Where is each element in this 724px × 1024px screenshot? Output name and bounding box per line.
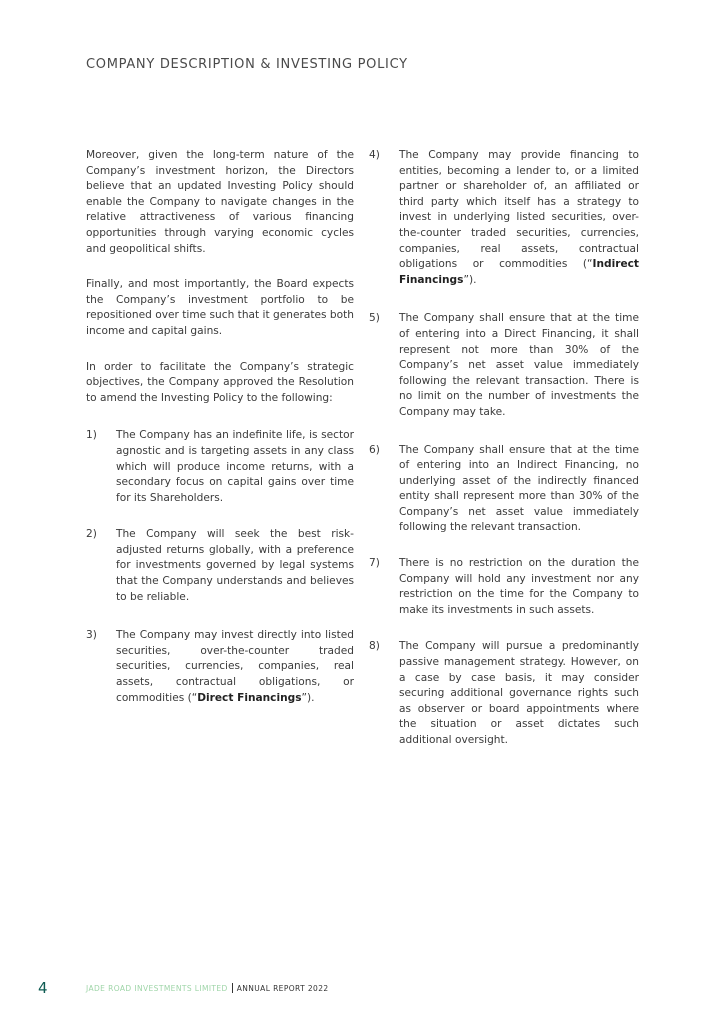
- policy-item-3: [86, 628, 354, 706]
- item-number: 5): [369, 312, 380, 325]
- item-text: The Company shall ensure that at the time of entering into an Indirect Financing, no underlying asset of the indirectly financed entity shall represent more than 30% of the Company’s net asset value immediately following the relevant transaction.: [399, 443, 639, 534]
- policy-item-4: [369, 148, 639, 288]
- policy-item-8: [369, 639, 639, 748]
- item-number: 1): [86, 429, 97, 442]
- item-text: The Company has an indefinite life, is sector agnostic and is targeting assets in any class which will produce income returns, with a secondary focus on capital gains over time for its Shareholders.: [116, 429, 354, 504]
- item-text: There is no restriction on the duration the Company will hold any investment nor any restriction on the time for the Company to make its investments in such assets.: [399, 557, 639, 616]
- item-text: [116, 628, 354, 706]
- policy-item-6: [369, 443, 639, 537]
- paragraph: Finally, and most importantly, the Board expects the Company’s investment portfolio to be repositioned over time such that it generates both income and capital gains.: [86, 278, 354, 337]
- footer-divider: [232, 983, 233, 993]
- right-column: [369, 148, 639, 768]
- left-column: [86, 148, 354, 725]
- policy-item-2: [86, 527, 354, 605]
- company-name: JADE ROAD INVESTMENTS LIMITED: [86, 983, 228, 993]
- item-text: The Company will seek the best risk-adjusted returns globally, with a preference for investments governed by legal systems that the Company understands and believes to be reliable.: [116, 528, 354, 603]
- item-number: 4): [369, 149, 380, 161]
- paragraph: Moreover, given the long-term nature of the Company’s investment horizon, the Directors believe that an updated Investing Policy should enable the Company to navigate changes in the relative attractiveness of various financing opportunities through varying economic cycles and geopolitical shifts.: [86, 149, 354, 255]
- item-number: 8): [369, 640, 380, 653]
- defined-term: Direct Financings: [197, 691, 302, 704]
- policy-item-7: [369, 556, 639, 618]
- policy-item-5: [369, 311, 639, 420]
- item-text-start: The Company may invest directly into listed securities, over-the-counter traded securities, currencies, companies, real assets, contractual obligations, or commodities (“: [116, 629, 354, 704]
- item-number: 7): [369, 557, 380, 570]
- item-number: 2): [86, 528, 97, 541]
- page-number: 4: [38, 979, 48, 997]
- report-title: ANNUAL REPORT 2022: [236, 983, 329, 993]
- paragraph: In order to facilitate the Company’s strategic objectives, the Company approved the Resolution to amend the Investing Policy to the following:: [86, 360, 354, 404]
- item-text-start: The Company may provide financing to entities, becoming a lender to, or a limited partner or shareholder of, an affiliated or third party which itself has a strategy to invest in underlying listed securities, over-the-counter traded securities, currencies, companies, real assets, contractual obligations or commodities (“: [399, 149, 639, 271]
- item-number: 6): [369, 443, 380, 456]
- page-footer: [38, 978, 329, 998]
- item-text: [399, 148, 639, 288]
- item-text: The Company shall ensure that at the time of entering into a Direct Financing, it shall represent not more than 30% of the Company’s net asset value immediately following the relevant transaction. There is no limit on the number of investments the Company may take.: [399, 312, 639, 418]
- item-text-end: ”).: [463, 273, 477, 286]
- policy-item-1: [86, 428, 354, 506]
- page-title: COMPANY DESCRIPTION & INVESTING POLICY: [86, 57, 408, 72]
- item-text-end: ”).: [301, 691, 315, 704]
- item-text: The Company will pursue a predominantly passive management strategy. However, on a case by case basis, it may consider securing additional governance rights such as observer or board appointments where the situation or asset dictates such additional oversight.: [399, 640, 639, 746]
- item-number: 3): [86, 629, 97, 642]
- defined-term: Indirect Financings: [399, 258, 639, 286]
